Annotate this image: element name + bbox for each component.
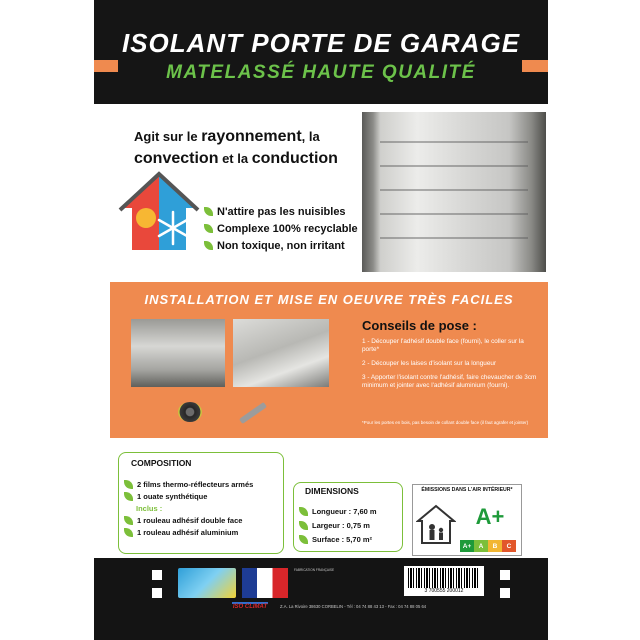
footnote: *Pour les portes en bois, pas besoin de collant double face (il faut agrafer et jointer) bbox=[362, 420, 529, 425]
garage-door-photo bbox=[362, 112, 546, 272]
headline-part2: , la bbox=[301, 129, 320, 144]
dimension-item: Longueur : 7,60 m bbox=[299, 504, 377, 518]
conseils-steps bbox=[362, 338, 542, 396]
headline-word-conduction: conduction bbox=[251, 150, 338, 167]
indoor-air-house-icon bbox=[416, 503, 456, 545]
house-sun-snowflake-icon bbox=[118, 168, 200, 254]
door-slat bbox=[380, 165, 527, 167]
french-flag-icon bbox=[242, 568, 288, 598]
leaf-icon bbox=[299, 507, 308, 516]
dimension-item: Surface : 5,70 m² bbox=[299, 532, 377, 546]
headline-word-convection: convection bbox=[134, 150, 219, 167]
installation-title: INSTALLATION ET MISE EN OEUVRE TRÈS FACILES bbox=[144, 292, 514, 307]
benefit-item: N'attire pas les nuisibles bbox=[204, 203, 358, 220]
main-title: ISOLANT PORTE DE GARAGE bbox=[121, 28, 521, 58]
scale-b: B bbox=[488, 540, 502, 552]
corner-square bbox=[152, 570, 162, 580]
leaf-icon bbox=[124, 492, 133, 501]
benefits-list bbox=[204, 203, 358, 254]
fabrication-text: FABRICATION FRANÇAISE bbox=[294, 568, 335, 572]
headline-part3: et la bbox=[218, 151, 252, 166]
company-address: Z.A. La Rivoire 38630 CORBELIN - Tél : 04 74 88 43 13 - Fax : 04 74 88 05 64 bbox=[280, 604, 427, 609]
leaf-icon bbox=[204, 241, 213, 250]
door-slat bbox=[380, 237, 527, 239]
dimension-item: Largeur : 0,75 m bbox=[299, 518, 377, 532]
leaf-icon bbox=[124, 528, 133, 537]
leaf-icon bbox=[204, 207, 213, 216]
step-3: 3 - Apporter l'isolant contre l'adhésif, faire chevaucher de 3cm minimum et jointer avec l'adhésif aluminium (fourni). bbox=[362, 374, 537, 389]
composition-list bbox=[124, 478, 253, 538]
dimensions-title: DIMENSIONS bbox=[302, 486, 362, 496]
benefit-item: Complexe 100% recyclable bbox=[204, 220, 358, 237]
subtitle: MATELASSÉ HAUTE QUALITÉ bbox=[166, 62, 476, 83]
headline bbox=[134, 126, 364, 170]
barcode-bars bbox=[408, 568, 480, 588]
installation-photo-1 bbox=[131, 319, 225, 387]
corner-square bbox=[152, 588, 162, 598]
leaf-icon bbox=[204, 224, 213, 233]
corner-square bbox=[500, 570, 510, 580]
scale-a: A bbox=[474, 540, 488, 552]
inclus-item: 1 rouleau adhésif aluminium bbox=[124, 526, 253, 538]
product-badge-icon bbox=[178, 568, 236, 598]
composition-title: COMPOSITION bbox=[128, 458, 194, 468]
brand-logo: ISO CLIMAT bbox=[232, 602, 268, 614]
left-margin bbox=[0, 0, 12, 640]
conseils-title: Conseils de pose : bbox=[362, 318, 477, 333]
headline-part1: Agit sur le bbox=[134, 129, 202, 144]
leaf-icon bbox=[299, 521, 308, 530]
step-2: 2 - Découper les laises d'isolant sur la longueur bbox=[362, 360, 497, 367]
corner-square bbox=[500, 588, 510, 598]
headline-word-rayonnement: rayonnement bbox=[201, 128, 302, 145]
benefit-item: Non toxique, non irritant bbox=[204, 237, 358, 254]
door-slat bbox=[380, 213, 527, 215]
emissions-scale bbox=[460, 540, 516, 552]
leaf-icon bbox=[124, 480, 133, 489]
inclus-label: Inclus : bbox=[136, 503, 163, 513]
scale-a-plus: A+ bbox=[460, 540, 474, 552]
installation-photo-2 bbox=[233, 319, 329, 387]
leaf-icon bbox=[299, 535, 308, 544]
composition-item: 2 films thermo-réflecteurs armés bbox=[124, 478, 253, 490]
dimensions-list bbox=[299, 504, 377, 546]
scale-c: C bbox=[502, 540, 516, 552]
barcode-number: 3 700555 200012 bbox=[424, 588, 464, 594]
barcode bbox=[404, 566, 484, 596]
door-slat bbox=[380, 189, 527, 191]
composition-item: 1 ouate synthétique bbox=[124, 490, 253, 502]
emissions-grade: A+ bbox=[475, 504, 505, 529]
emissions-title: ÉMISSIONS DANS L'AIR INTÉRIEUR* bbox=[421, 487, 513, 493]
leaf-icon bbox=[124, 516, 133, 525]
step-1: 1 - Découper l'adhésif double face (fourni), le coller sur la porte* bbox=[362, 338, 524, 353]
inclus-item: 1 rouleau adhésif double face bbox=[124, 514, 253, 526]
door-slat bbox=[380, 141, 527, 143]
tape-measure-icon bbox=[178, 402, 202, 422]
